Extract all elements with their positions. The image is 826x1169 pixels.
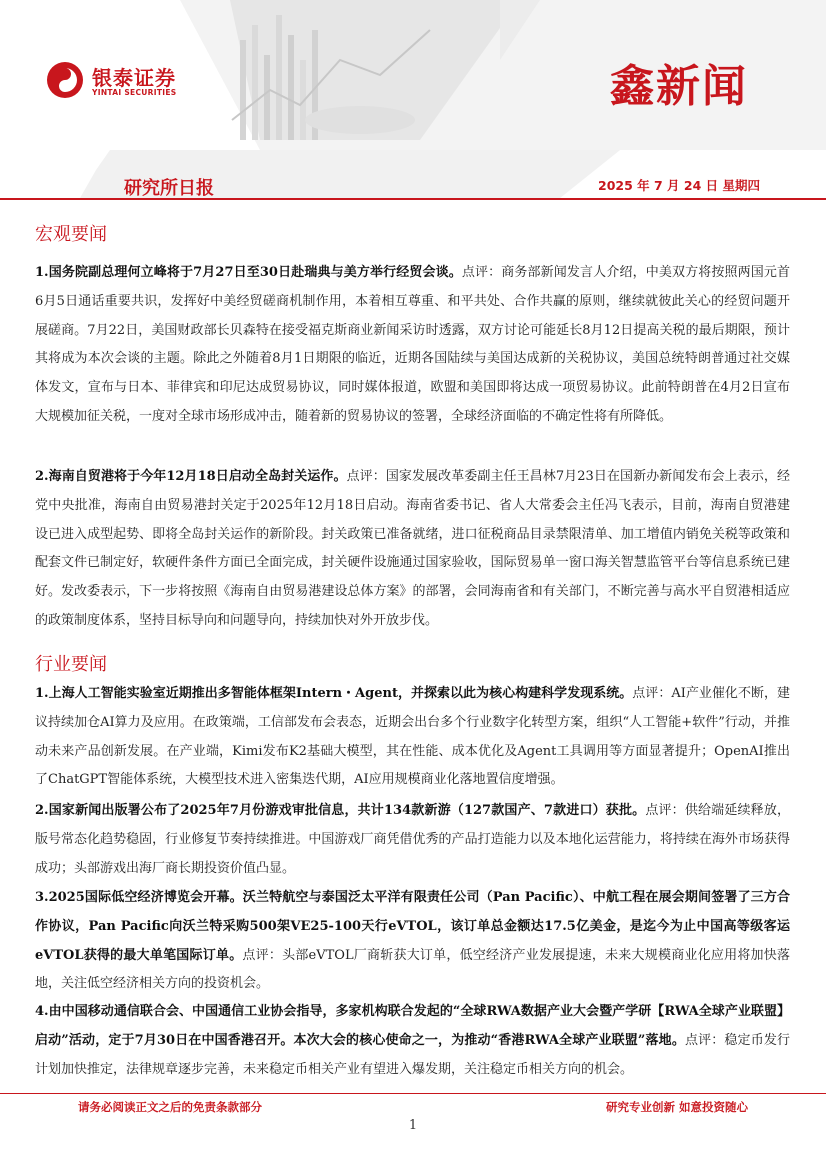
section-title-industry: 行业要闻 (35, 654, 107, 675)
news-comment: 点评：稳定币发行计划加快推定，法律规章逐步完善，未来稳定币相关产业有望进入爆发期，关注稳定币相关方向的机会。 (35, 1032, 790, 1077)
news-headline: 1.上海人工智能实验室近期推出多智能体框架Intern・Agent，并探索以此为核心构建科学发现系统。 (35, 686, 633, 701)
footer-slogan: 研究专业创新 如意投资随心 (605, 1100, 748, 1114)
news-headline: 3.2025国际低空经济博览会开幕。沃兰特航空与泰国泛太平洋有限责任公司（Pan Pacific）、中航工程在展会期间签署了三方合作协议，Pan Pacific向沃兰特采购500架VE25-100天行eVTOL，该订单总金额达17.5亿美金，是迄今为止中国高等级客运eVTOL获得的最大单笔国际订单。 (35, 890, 790, 963)
news-item (35, 259, 790, 432)
page-number: 1 (408, 1118, 418, 1133)
news-item (35, 680, 790, 795)
yintai-logo-icon (47, 62, 83, 98)
header-banner (0, 0, 826, 198)
newsletter-title: 鑫新闻 (610, 61, 748, 112)
news-comment: 点评：国家发展改革委副主任王昌林7月23日在国新办新闻发布会上表示，经党中央批准，海南自由贸易港封关定于2025年12月18日启动。海南省委书记、省人大常委会主任冯飞表示，目前，海南自贸港建设已进入成型起势、即将全岛封关运作的新阶段。封关政策已准备就绪，进口征税商品目录禁限清单、加工增值内销免关税等政策和配套文件已制定好，软硬件条件方面已全面完成，封关硬件设施通过国家验收，国际贸易单一窗口海关智慧监管平台等信息系统已建好。发改委表示，下一步将按照《海南自由贸易港建设总体方案》的部署，会同海南省和有关部门，不断完善与高水平自贸港相适应的政策制度体系，坚持目标导向和问题导向，持续加快对外开放步伐。 (35, 469, 790, 628)
report-name: 研究所日报 (124, 178, 214, 198)
news-headline: 2.国家新闻出版署公布了2025年7月份游戏审批信息，共计134款新游（127款国产、7款进口）获批。 (35, 803, 646, 818)
news-comment: 点评：AI产业催化不断，建议持续加仓AI算力及应用。在政策端，工信部发布会表态，近期会出台多个行业数字化转型方案，组织“人工智能+软件”行动，并推动未来产品创新发展。在产业端，Kimi发布K2基础大模型，其在性能、成本优化及Agent工具调用等方面显著提升；OpenAI推出了ChatGPT智能体系统，大模型技术进入密集迭代期，AI应用规模商业化落地置信度增强。 (35, 686, 790, 788)
news-comment: 点评：商务部新闻发言人介绍，中美双方将按照两国元首6月5日通话重要共识，发挥好中美经贸磋商机制作用，本着相互尊重、和平共处、合作共赢的原则，继续就彼此关心的经贸问题开展磋商。7月22日，美国财政部长贝森特在接受福克斯商业新闻采访时透露，双方讨论可能延长8月12日提高关税的最后期限，预计其将成为本次会谈的主题。除此之外随着8月1日期限的临近，近期各国陆续与美国达成新的关税协议，美国总统特朗普通过社交媒体发文，宣布与日本、菲律宾和印尼达成贸易协议，同时媒体报道，欧盟和美国即将达成一项贸易协议。此前特朗普在4月2日宣布大规模加征关税，一度对全球市场形成冲击，随着新的贸易协议的签署，全球经济面临的不确定性将有所降低。 (35, 265, 790, 424)
news-headline: 4.由中国移动通信联合会、中国通信工业协会指导，多家机构联合发起的“全球RWA数据产业大会暨产学研【RWA全球产业联盟】启动”活动，定于7月30日在中国香港召开。本次大会的核心使命之一，为推动“香港RWA全球产业联盟”落地。 (35, 1004, 790, 1048)
report-date: 2025 年 7 月 24 日 星期四 (598, 178, 760, 193)
footer-divider (0, 1093, 826, 1094)
news-comment: 点评：供给端延续释放，版号常态化趋势稳固，行业修复节奏持续推进。中国游戏厂商凭借优秀的产品打造能力以及本地化运营能力，将持续在海外市场获得成功；头部游戏出海厂商长期投资价值凸显。 (35, 803, 790, 876)
news-item (35, 884, 790, 999)
news-comment: 点评：头部eVTOL厂商斩获大订单，低空经济产业发展提速，未来大规模商业化应用将加快落地，关注低空经济相关方向的投资机会。 (35, 947, 790, 992)
news-item (35, 463, 790, 636)
disclaimer-note: 请务必阅读正文之后的免责条款部分 (78, 1100, 262, 1114)
news-item (35, 797, 790, 883)
news-headline: 1.国务院副总理何立峰将于7月27日至30日赴瑞典与美方举行经贸会谈。 (35, 265, 462, 280)
logo-wordmark: 银泰证券 (92, 66, 176, 90)
header-divider (0, 198, 826, 200)
section-title-macro: 宏观要闻 (35, 224, 107, 245)
logo-wordmark-en: YINTAI SECURITIES (92, 88, 177, 97)
news-headline: 2.海南自贸港将于今年12月18日启动全岛封关运作。 (35, 469, 347, 484)
news-item (35, 998, 790, 1084)
